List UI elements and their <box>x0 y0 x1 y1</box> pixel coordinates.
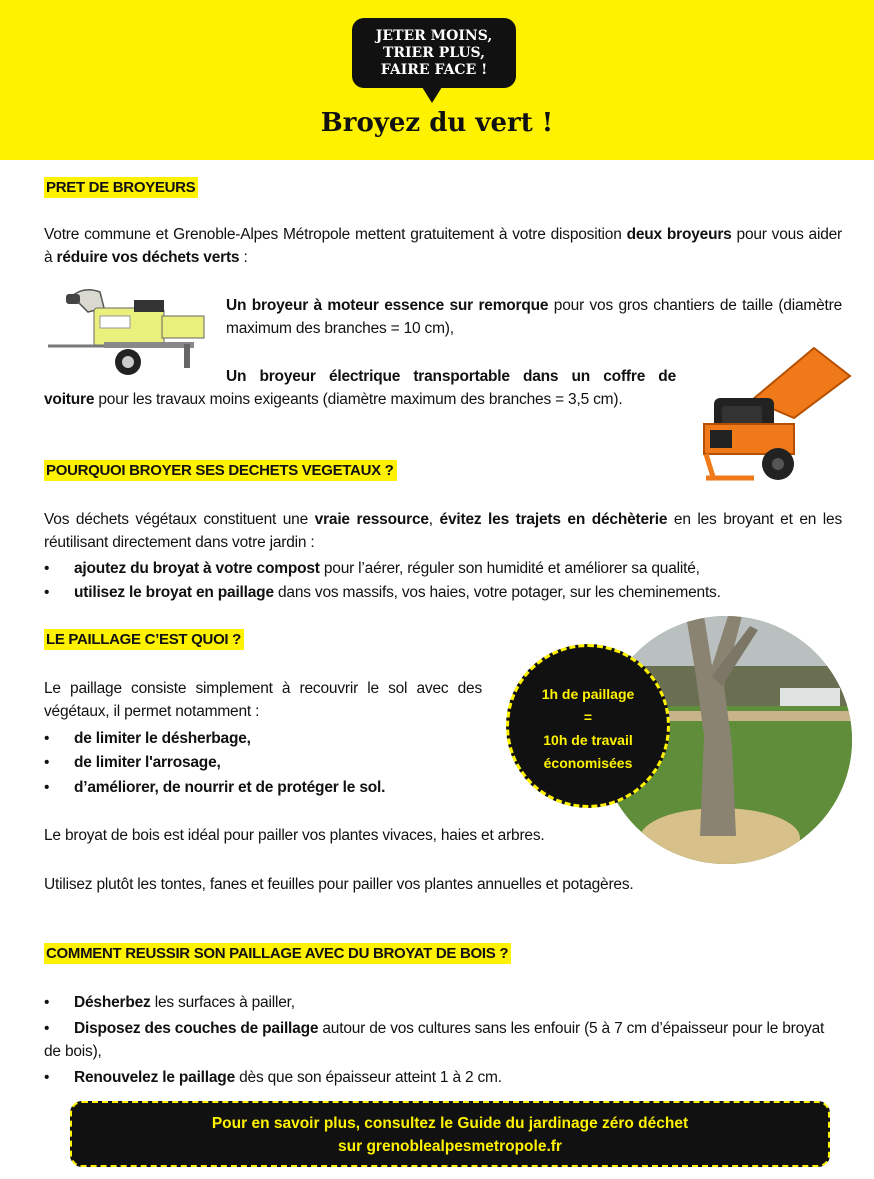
list-item: • ajoutez du broyat à votre compost pour l’aérer, réguler son humidité et améliorer sa qualité, <box>44 560 700 577</box>
pourquoi-paragraph: Vos déchets végétaux constituent une vraie ressource, évitez les trajets en déchèterie en les broyant et en les réutilisant directement dans votre jardin : <box>44 511 843 551</box>
badge-line-4: économisées <box>543 755 633 771</box>
slogan-line-1: JETER MOINS, <box>375 28 493 44</box>
heading-pret-broyeurs: PRET DE BROYEURS <box>44 177 198 198</box>
list-item: • utilisez le broyat en paillage dans vos massifs, vos haies, votre potager, sur les cheminements. <box>44 584 721 601</box>
footer-callout <box>70 1101 830 1167</box>
slogan-line-2: TRIER PLUS, <box>382 45 486 61</box>
broyat-paragraph: Le broyat de bois est idéal pour pailler vos plantes vivaces, haies et arbres. <box>44 827 545 844</box>
intro-paragraph: Votre commune et Grenoble-Alpes Métropole mettent gratuitement à votre disposition deux broyeurs pour vous aider à réduire vos déchets verts : <box>44 226 842 266</box>
item-essence-shredder: Un broyeur à moteur essence sur remorque pour vos gros chantiers de taille (diamètre maximum des branches = 10 cm), <box>226 297 842 337</box>
list-item: • Renouvelez le paillage dès que son épaisseur atteint 1 à 2 cm. <box>44 1069 502 1086</box>
trailer-shredder-image <box>44 286 214 378</box>
paillage-badge <box>506 644 670 808</box>
badge-line-2: = <box>583 709 593 725</box>
item-electric-shredder-line1: Un broyeur électrique transportable dans un coffre de <box>226 368 676 385</box>
heading-paillage: LE PAILLAGE C’EST QUOI ? <box>44 629 244 650</box>
paillage-paragraph: Le paillage consiste simplement à recouvrir le sol avec des végétaux, il permet notamment : <box>44 680 482 720</box>
slogan-bubble <box>352 18 516 88</box>
list-item: • Désherbez les surfaces à pailler, <box>44 994 295 1011</box>
item-electric-shredder-rest: voiture pour les travaux moins exigeants (diamètre maximum des branches = 3,5 cm). <box>44 391 623 408</box>
list-item: • de limiter l'arrosage, <box>44 754 221 771</box>
slogan-line-3: FAIRE FACE ! <box>380 62 488 78</box>
bubble-tail <box>422 87 442 103</box>
list-item: • d’améliorer, de nourrir et de protéger le sol. <box>44 779 386 796</box>
heading-comment-reussir: COMMENT REUSSIR SON PAILLAGE AVEC DU BROYAT DE BOIS ? <box>44 943 511 964</box>
footer-link[interactable]: sur grenoblealpesmetropole.fr <box>338 1138 562 1155</box>
list-item: • de limiter le désherbage, <box>44 730 251 747</box>
page-title: Broyez du vert ! <box>320 108 554 138</box>
tontes-paragraph: Utilisez plutôt les tontes, fanes et feuilles pour pailler vos plantes annuelles et potagères. <box>44 876 634 893</box>
list-item: • Disposez des couches de paillage autour de vos cultures sans les enfouir (5 à 7 cm d’épaisseur pour le broyat de bois), <box>44 1020 825 1060</box>
badge-line-3: 10h de travail <box>543 732 633 748</box>
heading-pourquoi-broyer: POURQUOI BROYER SES DECHETS VEGETAUX ? <box>44 460 397 481</box>
badge-line-1: 1h de paillage <box>541 686 635 702</box>
electric-shredder-image <box>694 340 854 485</box>
footer-line-1: Pour en savoir plus, consultez le Guide du jardinage zéro déchet <box>211 1115 689 1132</box>
